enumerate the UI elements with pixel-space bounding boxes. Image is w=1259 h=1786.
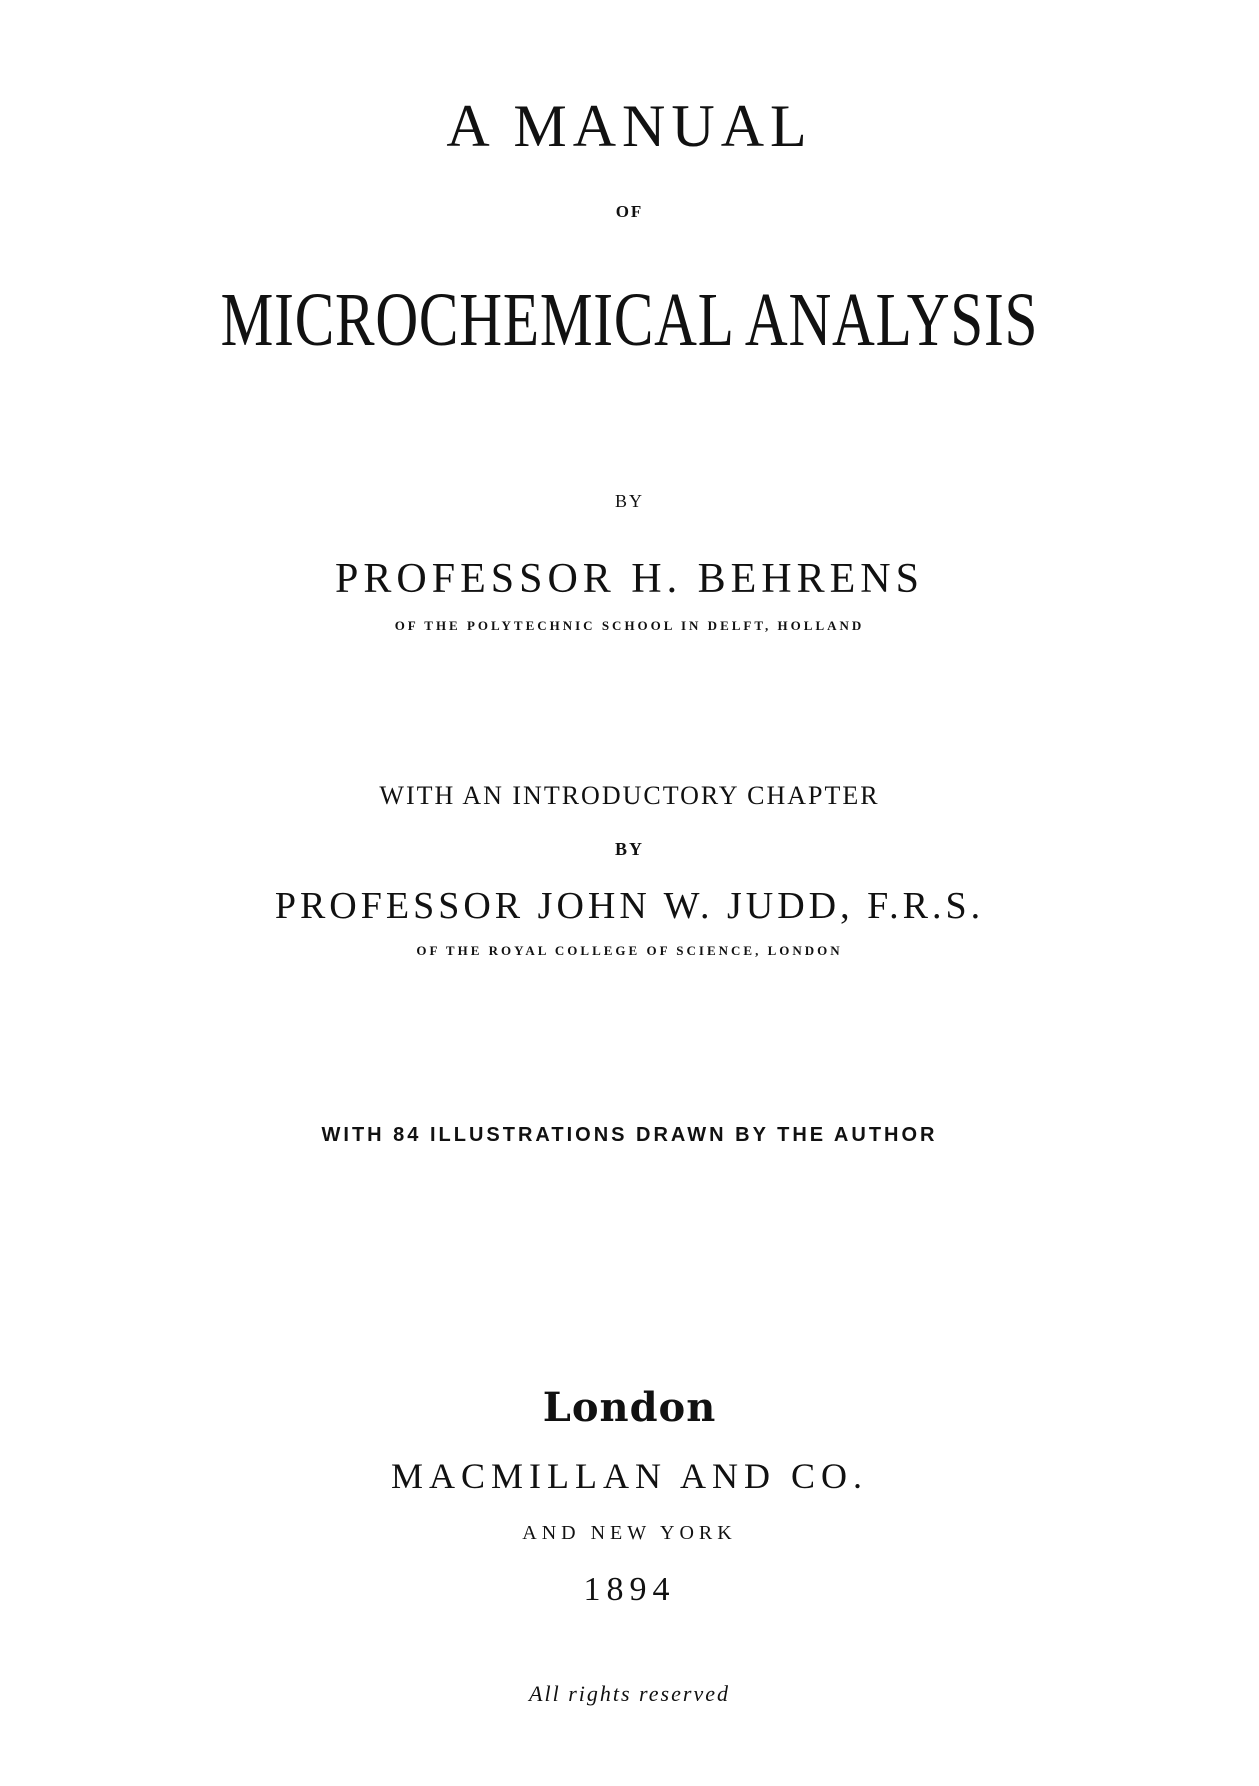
publication-year: 1894 <box>583 1571 676 1608</box>
author-affiliation: OF THE POLYTECHNIC SCHOOL IN DELFT, HOLLAND <box>394 618 865 633</box>
by-line-author: BY <box>614 491 644 511</box>
publisher-cities: AND NEW YORK <box>522 1522 737 1544</box>
title-line-1: A MANUAL <box>446 93 813 159</box>
by-line-intro-author: BY <box>614 839 644 859</box>
introductory-chapter-line: WITH AN INTRODUCTORY CHAPTER <box>379 781 880 810</box>
intro-author-affiliation: OF THE ROYAL COLLEGE OF SCIENCE, LONDON <box>416 943 843 958</box>
intro-author-name: PROFESSOR JOHN W. JUDD, F.R.S. <box>274 885 985 927</box>
rights-notice: All rights reserved <box>529 1681 730 1706</box>
title-connector-of: OF <box>615 202 644 221</box>
main-title: MICROCHEMICAL ANALYSIS <box>220 278 1039 362</box>
illustrations-note: WITH 84 ILLUSTRATIONS DRAWN BY THE AUTHOR <box>321 1124 938 1146</box>
imprint-city: London <box>542 1384 717 1431</box>
publisher-name: MACMILLAN AND CO. <box>390 1456 868 1496</box>
author-name: PROFESSOR H. BEHRENS <box>335 556 924 602</box>
